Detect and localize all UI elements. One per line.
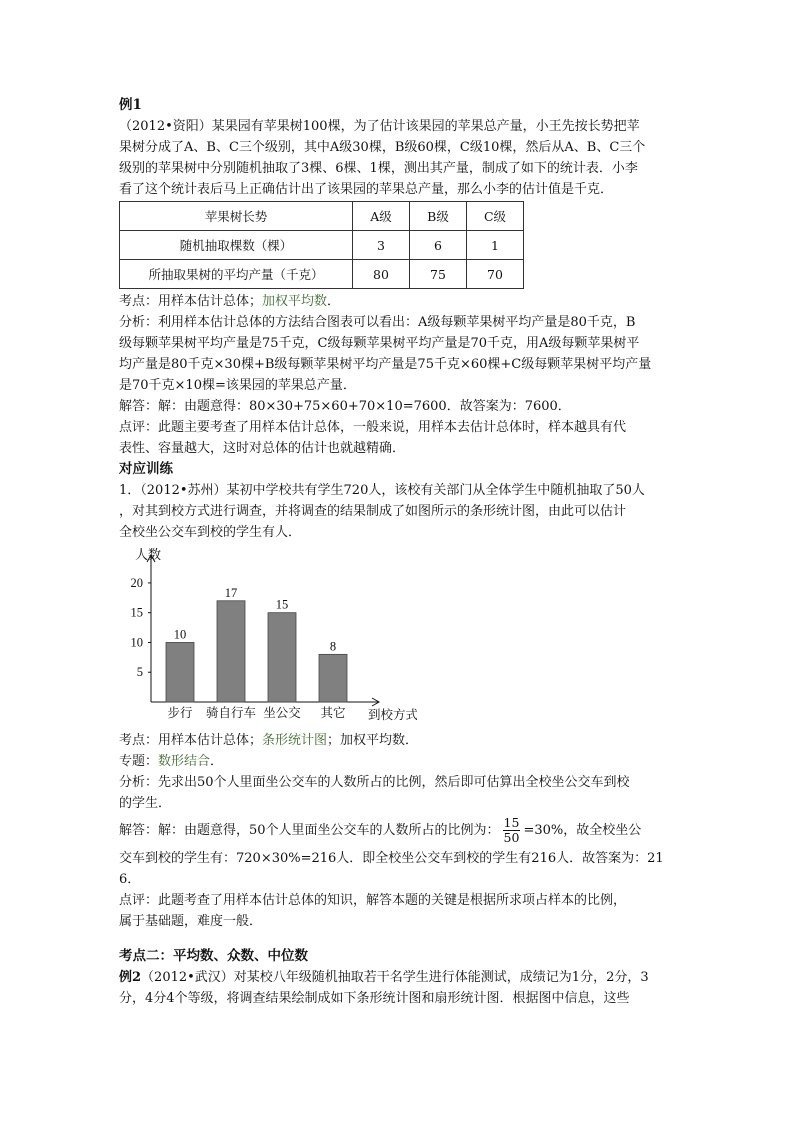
category-label: 其它 (320, 705, 346, 720)
bar (319, 654, 347, 702)
jieda-text: 解答：解：由题意得，50个人里面坐公交车的人数所占的比例为： (119, 823, 500, 838)
train-kaodian (119, 730, 679, 751)
kaodian2-heading: 考点二：平均数、众数、中位数 (119, 948, 308, 964)
table-cell: 70 (467, 260, 524, 289)
zhuanti-suffix: ． (210, 754, 224, 769)
zhuanti-link[interactable]: 数形结合 (158, 754, 211, 769)
zhuanti-text: 专题： (119, 754, 159, 769)
training-heading: 对应训练 (119, 461, 173, 477)
kaodian-suffix: ；加权平均数． (327, 733, 419, 748)
train-jieda-1 (119, 814, 679, 848)
ex2-line-1-text: （2012•武汉）对某校八年级随机抽取若干名学生进行体能测试，成绩记为1分，2分，3 (141, 970, 649, 985)
ex1-line-3: 级别的苹果树中分别随机抽取了3棵、6棵、1棵，测出其产量，制成了如下的统计表．小李 (119, 161, 638, 176)
kaodian-text: 考点：用样本估计总体； (119, 294, 263, 309)
ex1-line-4: 看了这个统计表后马上正确估计出了该果园的苹果总产量，那么小李的估计值是千克． (119, 182, 614, 197)
ex1-kaodian (119, 291, 679, 312)
fraction-numerator: 15 (503, 815, 520, 830)
table-row (120, 231, 524, 260)
apple-tree-table (119, 201, 524, 289)
bar-value-label: 10 (173, 627, 187, 642)
example1-heading: 例1 (119, 97, 142, 113)
kaodian-link[interactable]: 条形统计图 (262, 733, 328, 748)
bar-chart-svg (117, 545, 417, 730)
table-cell: 1 (467, 231, 524, 260)
table-row (120, 260, 524, 289)
ex1-dianping-2: 表性、容量越大，这时对总体的估计也就越精确． (119, 441, 406, 456)
ex2-line-2: 分，4分4个等级，将调查结果绘制成如下条形统计图和扇形统计图．根据图中信息，这些 (119, 991, 630, 1006)
ex2-line-1 (119, 967, 679, 988)
train-dianping-2: 属于基础题，难度一般． (119, 914, 263, 929)
table-cell: 75 (410, 260, 467, 289)
kaodian-suffix: ． (327, 294, 341, 309)
fraction-denominator: 50 (503, 830, 520, 845)
train-line-1: 1．（2012•苏州）某初中学校共有学生720人，该校有关部门从全体学生中随机抽取了50人 (119, 483, 645, 498)
y-tick-label: 20 (130, 575, 143, 590)
category-label: 坐公交 (263, 705, 301, 720)
bar (217, 601, 245, 702)
bar (166, 642, 194, 702)
example2-label: 例2 (119, 970, 142, 985)
fraction (503, 816, 521, 845)
section-gap (119, 932, 679, 946)
train-line-3: 全校坐公交车到校的学生有人． (119, 525, 302, 540)
table-header-cell: 苹果树长势 (120, 202, 353, 231)
table-cell: 3 (353, 231, 410, 260)
table-header-cell: B级 (410, 202, 467, 231)
train-jieda-3: 6． (119, 872, 141, 887)
train-dianping-1: 点评：此题考查了用样本估计总体的知识，解答本题的关键是根据所求项占样本的比例， (119, 893, 627, 908)
jieda-suffix: =30%，故全校坐公 (523, 823, 642, 838)
kaodian-link[interactable]: 加权平均数 (262, 294, 328, 309)
train-fenxi-2: 的学生． (119, 796, 172, 811)
table-header-row (120, 202, 524, 231)
ex1-line-1: （2012•资阳）某果园有苹果树100棵，为了估计该果园的苹果总产量，小王先按长势把苹 (119, 119, 640, 134)
table-cell: 所抽取果树的平均产量（千克） (120, 260, 353, 289)
category-label: 骑自行车 (205, 705, 257, 720)
document-page (119, 95, 679, 1009)
ex1-fenxi-4: 是70千克×10棵=该果园的苹果总产量． (119, 378, 356, 393)
y-axis-label: 人数 (135, 548, 162, 563)
ex1-dianping-1: 点评：此题主要考查了用样本估计总体，一般来说，用样本去估计总体时，样本越具有代 (119, 420, 627, 435)
x-axis-label: 到校方式 (367, 707, 417, 722)
y-tick-label: 5 (136, 665, 143, 680)
ex1-fenxi-1: 分析：利用样本估计总体的方法结合图表可以看出：A级每颗苹果树平均产量是80千克，B (119, 315, 636, 330)
table-cell: 随机抽取棵数（棵） (120, 231, 353, 260)
ex1-fenxi-2: 级每颗苹果树平均产量是75千克，C级每颗苹果树平均产量是70千克，用A级每颗苹果树平 (119, 336, 640, 351)
ex1-jieda: 解答：解：由题意得：80×30+75×60+70×10=7600．故答案为：7600． (119, 399, 571, 414)
train-line-2: ，对其到校方式进行调查，并将调查的结果制成了如图所示的条形统计图，由此可以估计 (119, 504, 627, 519)
ex1-line-2: 果树分成了A、B、C三个级别，其中A级30棵，B级60棵，C级10棵，然后从A、B、C三个 (119, 140, 646, 155)
train-jieda-2: 交车到校的学生有：720×30%=216人．即全校坐公交车到校的学生有216人．故答案为：21 (119, 851, 664, 866)
bar-chart (117, 545, 679, 730)
category-label: 步行 (167, 705, 193, 720)
train-zhuanti (119, 751, 679, 772)
bar-value-label: 17 (224, 585, 238, 600)
table-cell: 6 (410, 231, 467, 260)
train-fenxi-1: 分析：先求出50个人里面坐公交车的人数所占的比例，然后即可估算出全校坐公交车到校 (119, 775, 630, 790)
table-header-cell: A级 (353, 202, 410, 231)
y-tick-label: 15 (130, 605, 143, 620)
ex1-fenxi-3: 均产量是80千克×30棵+B级每颗苹果树平均产量是75千克×60棵+C级每颗苹果树平均产量 (119, 357, 652, 372)
table-header-cell: C级 (467, 202, 524, 231)
bar-value-label: 15 (275, 597, 289, 612)
y-tick-label: 10 (130, 635, 143, 650)
bar (268, 613, 296, 702)
table-cell: 80 (353, 260, 410, 289)
kaodian-text: 考点：用样本估计总体； (119, 733, 263, 748)
bar-value-label: 8 (329, 639, 337, 654)
